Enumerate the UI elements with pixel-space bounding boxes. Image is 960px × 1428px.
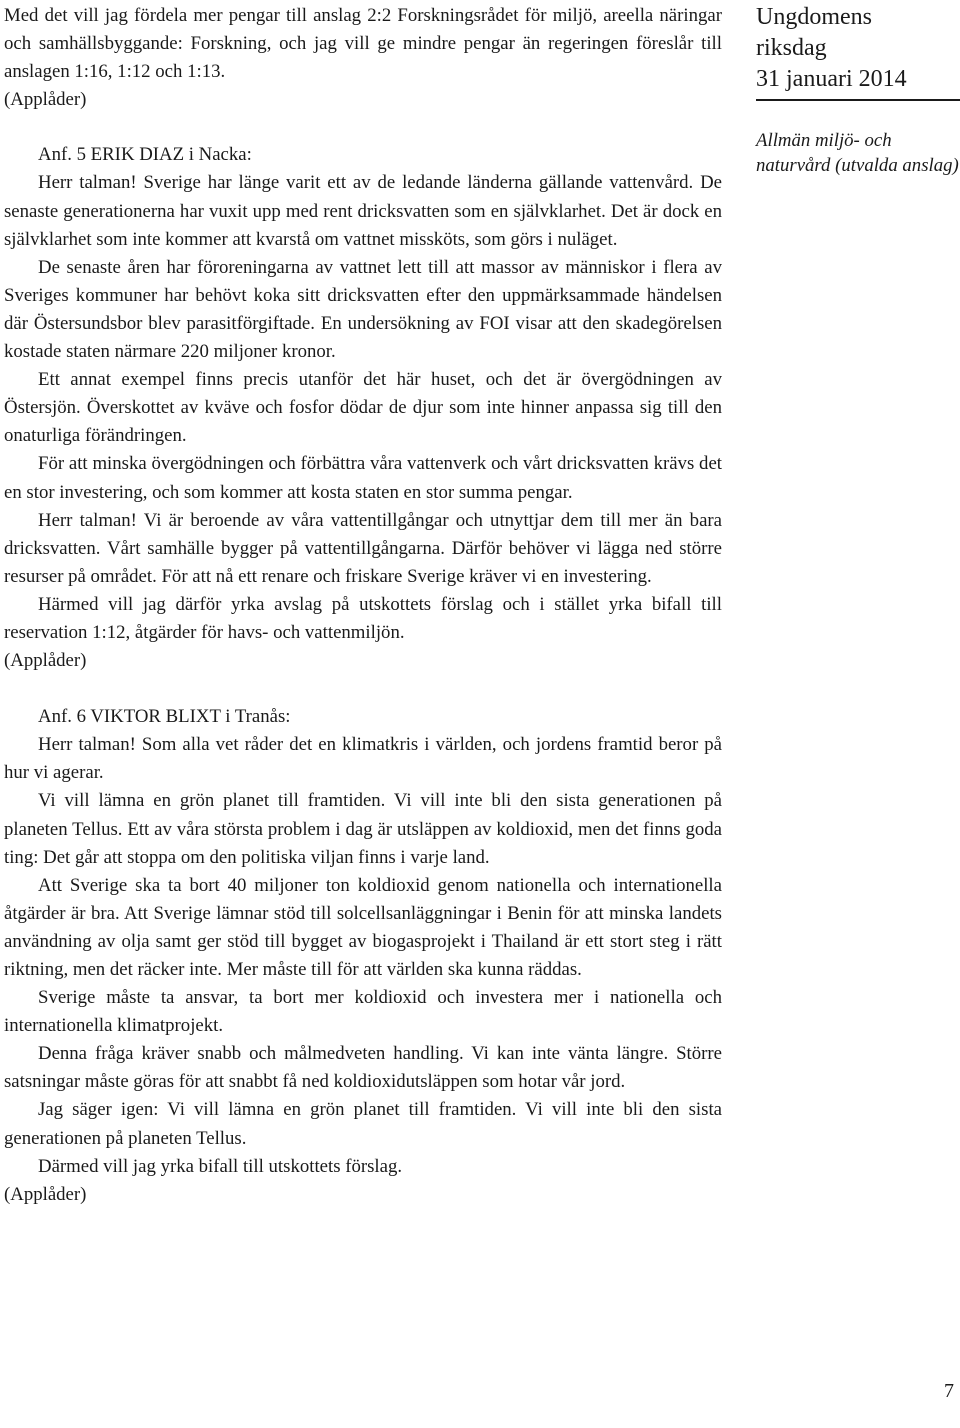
- paragraph: Ett annat exempel finns precis utanför det här huset, och det är övergödningen av Östersjön. Överskottet av kväve och fosfor dödar de djur som inte hinner anpassa sig till den onaturliga förändringen.: [4, 369, 722, 447]
- document-body: [4, 2, 722, 1209]
- paragraph: Med det vill jag fördela mer pengar till anslag 2:2 Forskningsrådet för miljö, areella näringar och samhällsbyggande: Forskning, och jag vill ge mindre pengar än regeringen föreslår till anslagen 1:16, 1:12 och 1:13.: [4, 5, 722, 83]
- page-number: 7: [944, 1380, 954, 1402]
- sidebar-title-line1: Ungdomens: [756, 4, 872, 30]
- spacer: [4, 675, 722, 703]
- speech-heading: Anf. 5 ERIK DIAZ i Nacka:: [38, 144, 252, 166]
- paragraph: För att minska övergödningen och förbättra våra vattenverk och vårt dricksvatten krävs det en stor investering, och som kommer att kosta staten en stor summa pengar.: [4, 453, 722, 503]
- sidebar-topic: Allmän miljö- och naturvård (utvalda anslag): [756, 130, 959, 176]
- paragraph: De senaste åren har föroreningarna av vattnet lett till att massor av människor i flera av Sveriges kommuner har behövt koka sitt dricksvatten efter den uppmärksammade händelsen där Östersundsbor blev parasitförgiftade. En undersökning av FOI visar att den skadegörelsen kostade staten närmare 220 miljoner kronor.: [4, 256, 722, 363]
- spacer: [4, 114, 722, 141]
- sidebar-header: [756, 2, 960, 101]
- sidebar-title-line2: riksdag: [756, 35, 827, 61]
- paragraph: Därmed vill jag yrka bifall till utskottets förslag.: [38, 1155, 403, 1177]
- paragraph: Vi vill lämna en grön planet till framtiden. Vi vill inte bli den sista generationen på planeten Tellus. Ett av våra största problem i dag är utsläppen av koldioxid, men det finns goda ting: Det går att stoppa om den politiska viljan finns i varje land.: [4, 790, 722, 868]
- paragraph: Sverige måste ta ansvar, ta bort mer koldioxid och investera mer i nationella och internationella klimatprojekt.: [4, 987, 722, 1037]
- paragraph: Denna fråga kräver snabb och målmedveten handling. Vi kan inte vänta längre. Större satsningar måste göras för att snabbt få ned koldioxidutsläppen som hotar vår jord.: [4, 1043, 722, 1093]
- paragraph: Att Sverige ska ta bort 40 miljoner ton koldioxid genom nationella och internationella åtgärder är bra. Att Sverige lämnar stöd till solcellsanläggningar i Benin för att minska landets användning av olja samt ger stöd till bygget av biogasprojekt i Thailand är ett stort steg i rätt riktning, men det räcker inte. Mer måste till för att världen ska kunna räddas.: [4, 874, 722, 980]
- paragraph: Herr talman! Sverige har länge varit ett av de ledande länderna gällande vattenvård. De senaste generationerna har vuxit upp med rent dricksvatten som en självklarhet. Det är dock en självklarhet som inte kommer att kvarstå om vattnet missköts, som görs i nuläget.: [4, 172, 722, 250]
- paragraph: Jag säger igen: Vi vill lämna en grön planet till framtiden. Vi vill inte bli den sista generationen på planeten Tellus.: [4, 1099, 722, 1149]
- paragraph: Herr talman! Som alla vet råder det en klimatkris i världen, och jordens framtid beror på hur vi agerar.: [4, 734, 722, 784]
- margin-sidebar: [756, 0, 960, 178]
- applause-note: (Applåder): [4, 650, 87, 672]
- applause-note: (Applåder): [4, 1183, 87, 1205]
- speech-heading: Anf. 6 VIKTOR BLIXT i Tranås:: [38, 706, 291, 728]
- paragraph: Härmed vill jag därför yrka avslag på utskottets förslag och i stället yrka bifall till reservation 1:12, åtgärder för havs- och vattenmiljön.: [4, 593, 722, 643]
- sidebar-date: 31 januari 2014: [756, 66, 907, 92]
- applause-note: (Applåder): [4, 89, 87, 111]
- paragraph: Herr talman! Vi är beroende av våra vattentillgångar och utnyttjar dem till mer än bara dricksvatten. Vårt samhälle bygger på vattentillgångarna. Därför behöver vi lägga ned större resurser på området. För att nå ett renare och friskare Sverige kräver vi en investering.: [4, 509, 722, 587]
